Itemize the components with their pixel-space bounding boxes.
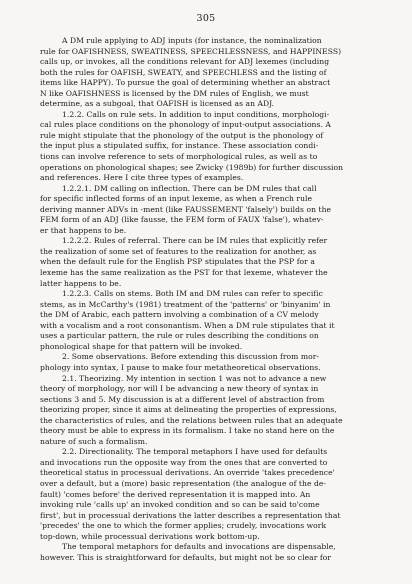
text-line: the input plus a stipulated suffix, for instance. These association condi-	[40, 141, 319, 151]
text-line: sections 3 and 5. My discussion is at a different level of abstraction from	[40, 394, 325, 404]
text-line: determine, as a subgoal, that OAFISH is licensed as an ADJ.	[40, 99, 275, 109]
text-line: operations on phonological shapes; see Zwicky (1989b) for further discussion	[40, 162, 344, 172]
text-line: first', but in processual derivations the latter describes a representation that	[40, 510, 341, 520]
text-line: lexeme has the same realization as the PST for that lexeme, whatever the	[40, 268, 328, 278]
text-line: stems, as in McCarthy's (1981) treatment of the 'patterns' or 'binyanim' in	[40, 299, 331, 309]
text-line: theory must be able to express in its formalism. I take no stand here on the	[40, 426, 335, 436]
text-line: 1.2.2.3. Calls on stems. Both IM and DM rules can refer to specific	[62, 289, 323, 299]
text-line: FEM form of an ADJ (like fausse, the FEM form of FAUX 'false'), whatev-	[40, 215, 324, 225]
text-line: er that happens to be.	[40, 225, 127, 235]
text-line: and invocations run the opposite way from the ones that are converted to	[40, 457, 328, 467]
text-line: 2.2. Directionality. The temporal metaphors I have used for defaults	[62, 447, 328, 457]
text-line: invoking rule 'calls up' an invoked condition and so can be said to'come	[40, 500, 320, 510]
text-line: with a vocalism and a root consonantism. When a DM rule stipulates that it	[40, 320, 335, 330]
text-line: top-down, while processual derivations work bottom-up.	[40, 531, 260, 541]
text-line: 1.2.2. Calls on rule sets. In addition to input conditions, morphologi-	[62, 109, 330, 119]
page-number: 305	[196, 13, 216, 24]
text-line: latter happens to be.	[40, 278, 122, 288]
text-line: 'precedes' the one to which the former applies; crudely, invocations work	[40, 521, 327, 531]
text-line: N like OAFISHNESS is licensed by the DM rules of English, we must	[40, 88, 309, 98]
text-line: 2.1. Theorizing. My intention in section 1 was not to advance a new	[62, 373, 327, 383]
text-line: uses a particular pattern, the rule or rules describing the conditions on	[40, 331, 319, 341]
text-line: phonological shape for that pattern will be invoked.	[40, 341, 243, 351]
text-line: calls up, or invokes, all the conditions relevant for ADJ lexemes (including	[40, 57, 330, 67]
text-line: over a default, but a (more) basic representation (the analogue of the de-	[40, 478, 327, 488]
text-line: the DM of Arabic, each pattern involving a combination of a CV melody	[40, 310, 319, 320]
text-line: rule for OAFISHNESS, SWEATINESS, SPEECHLESSNESS, and HAPPINESS)	[40, 46, 342, 56]
text-line: the characteristics of rules, and the relations between rules that an adequate	[40, 415, 343, 425]
text-line: when the default rule for the English PSP stipulates that the PSP for a	[40, 257, 315, 267]
text-line: phology into syntax, I pause to make four metatheoretical observations.	[40, 362, 321, 372]
text-line: rule might stipulate that the phonology of the output is the phonology of	[40, 130, 324, 140]
text-line: A DM rule applying to ADJ inputs (for instance, the nominalization	[62, 36, 322, 45]
text-line: nature of such a formalism.	[40, 436, 148, 446]
text-line: the realization of some set of features to the realization for another, as	[40, 246, 317, 256]
text-line: fault) 'comes before' the derived representation it is mapped into. An	[40, 489, 311, 499]
text-line: deriving manner ADVs in -ment (like FAUSSEMENT 'falsely') builds on the	[40, 204, 332, 214]
text-line: and references. Here I cite three types of examples.	[40, 173, 244, 183]
text-line: cal rules place conditions on the phonology of input-output associations. A	[40, 120, 331, 130]
text-line: tions can involve reference to sets of morphological rules, as well as to	[40, 152, 318, 162]
text-line: items like HAPPY). To pursue the goal of determining whether an abstract	[40, 78, 331, 88]
text-line: 2. Some observations. Before extending this discussion from mor-	[62, 352, 320, 362]
text-line: theoretical status in processual derivations. An override 'takes precedence'	[40, 468, 335, 478]
text-line: theory of morphology, nor will I be advancing a new theory of syntax in	[40, 384, 319, 394]
text-line: both the rules for OAFISH, SWEATY, and SPEECHLESS and the listing of	[40, 67, 327, 77]
body-text	[40, 36, 382, 563]
text-line: theorizing proper, since it aims at delineating the properties of expressions,	[40, 405, 337, 415]
text-line: for specific inflected forms of an input lexeme, as when a French rule	[40, 194, 313, 204]
text-line: 1.2.2.1. DM calling on inflection. There can be DM rules that call	[62, 183, 317, 193]
text-line: however. This is straightforward for defaults, but might not be so clear for	[40, 552, 331, 562]
text-line: 1.2.2.2. Rules of referral. There can be IM rules that explicitly refer	[62, 236, 328, 246]
text-line: The temporal metaphors for defaults and invocations are dispensable,	[62, 542, 336, 552]
